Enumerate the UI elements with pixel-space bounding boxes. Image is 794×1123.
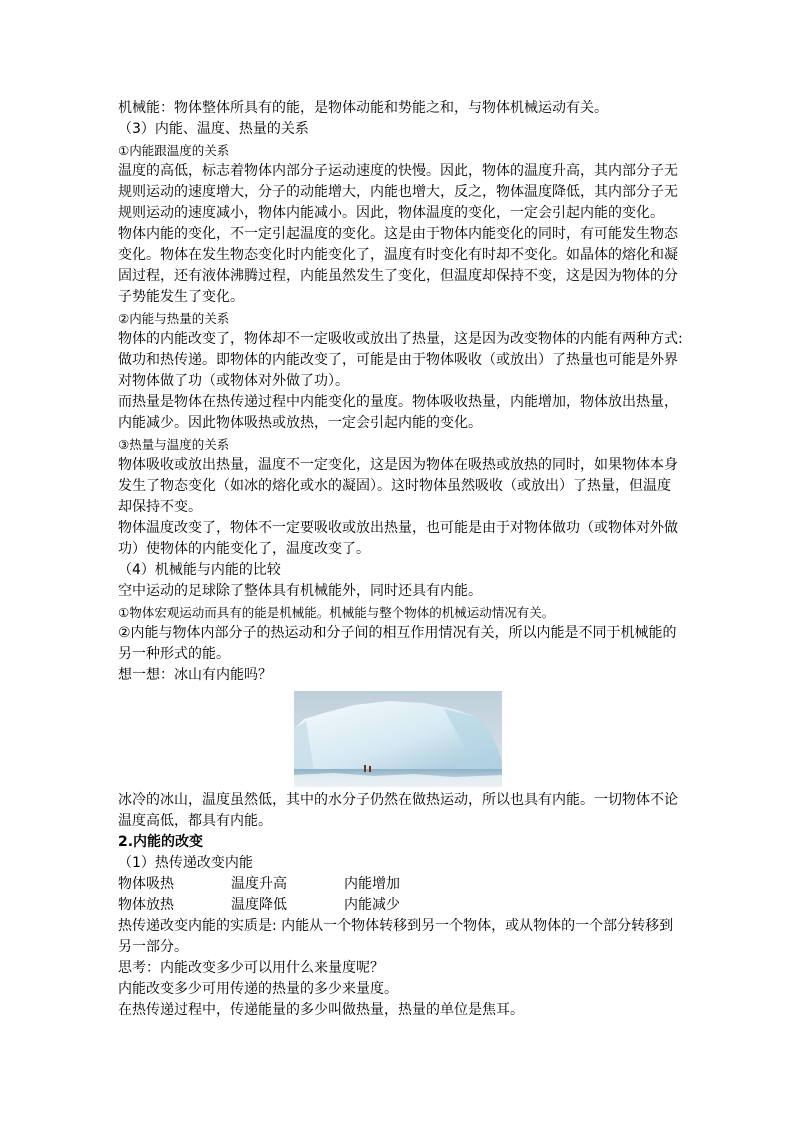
text-line: 冰冷的冰山，温度虽然低，其中的水分子仍然在做热运动，所以也具有内能。一切物体不论 — [118, 792, 678, 808]
text-line: 思考：内能改变多少可以用什么来量度呢？ — [118, 960, 384, 976]
text-line: 另一种形式的能。 — [118, 646, 230, 662]
table-cell: 内能增加 — [344, 876, 400, 892]
text-line: 发生了物态变化（如冰的熔化或水的凝固）。这时物体虽然吸收（或放出）了热量，但温度 — [118, 478, 671, 494]
subsection-heading: ①内能跟温度的关系 — [118, 143, 230, 158]
text-line: 对物体做了功（或物体对外做了功）。 — [118, 373, 349, 389]
text-line: 功）使物体的内能变化了，温度改变了。 — [118, 541, 370, 557]
text-line: 变化。物体在发生物态变化时内能变化了，温度有时变化有时却不变化。如晶体的熔化和凝 — [118, 247, 678, 263]
iceberg-photo — [294, 691, 502, 787]
text-line: 内能改变多少可用传递的热量的多少来量度。 — [118, 981, 398, 997]
text-line: 另一部分。 — [118, 939, 188, 955]
text-line: 子势能发生了变化。 — [118, 289, 244, 305]
subsection-heading: ③热量与温度的关系 — [118, 437, 230, 452]
text-line: 内能减少。因此物体吸热或放热，一定会引起内能的变化。 — [118, 415, 482, 431]
section-heading: （3）内能、温度、热量的关系 — [118, 121, 309, 137]
text-line: ①物体宏观运动而具有的能是机械能。机械能与整个物体的机械运动情况有关。 — [118, 605, 555, 620]
text-line: 物体的内能改变了，物体却不一定吸收或放出了热量，这是因为改变物体的内能有两种方式: — [118, 331, 683, 347]
text-line: 规则运动的速度增大，分子的动能增大，内能也增大，反之，物体温度降低，其内部分子无 — [118, 184, 678, 200]
text-line: 而热量是物体在热传递过程中内能变化的量度。物体吸收热量，内能增加，物体放出热量， — [118, 394, 678, 410]
table-cell: 温度降低 — [231, 897, 287, 913]
table-cell: 物体放热 — [118, 897, 174, 913]
text-line: 规则运动的速度减小，物体内能减小。因此，物体温度的变化，一定会引起内能的变化。 — [118, 205, 664, 221]
text-line: 温度高低，都具有内能。 — [118, 813, 272, 829]
table-cell: 温度升高 — [231, 876, 287, 892]
text-line: 固过程，还有液体沸腾过程，内能虽然发生了变化，但温度却保持不变，这是因为物体的分 — [118, 268, 678, 284]
table-row — [118, 874, 684, 895]
subsection-heading: ②内能与热量的关系 — [118, 311, 230, 326]
text-line: ②内能与物体内部分子的热运动和分子间的相互作用情况有关，所以内能是不同于机械能的 — [118, 625, 677, 641]
document-page — [118, 98, 684, 1021]
text-line: 物体温度改变了，物体不一定要吸收或放出热量，也可能是由于对物体做功（或物体对外做 — [118, 520, 678, 536]
text-line: 做功和热传递。即物体的内能改变了，可能是由于物体吸收（或放出）了热量也可能是外界 — [118, 352, 678, 368]
table-cell: 物体吸热 — [118, 876, 174, 892]
section-heading: 2.内能的改变 — [118, 834, 204, 850]
text-line: 热传递改变内能的实质是: 内能从一个物体转移到另一个物体，或从物体的一个部分转移到 — [118, 918, 674, 934]
table-cell: 内能减少 — [344, 897, 400, 913]
text-line: 空中运动的足球除了整体具有机械能外，同时还具有内能。 — [118, 583, 482, 599]
table-row — [118, 895, 684, 916]
text-line: 却保持不变。 — [118, 499, 202, 515]
text-line: 机械能：物体整体所具有的能，是物体动能和势能之和，与物体机械运动有关。 — [118, 100, 608, 116]
text-line: 物体吸收或放出热量，温度不一定变化，这是因为物体在吸热或放热的同时，如果物体本身 — [118, 457, 678, 473]
text-line: 在热传递过程中，传递能量的多少叫做热量，热量的单位是焦耳。 — [118, 1002, 524, 1018]
text-line: 物体内能的变化，不一定引起温度的变化。这是由于物体内能变化的同时，有可能发生物态 — [118, 226, 678, 242]
text-line: 温度的高低，标志着物体内部分子运动速度的快慢。因此，物体的温度升高，其内部分子无 — [118, 163, 678, 179]
section-heading: （1）热传递改变内能 — [118, 855, 253, 871]
text-line: 想一想：冰山有内能吗？ — [118, 667, 272, 683]
section-heading: （4）机械能与内能的比较 — [118, 562, 281, 578]
